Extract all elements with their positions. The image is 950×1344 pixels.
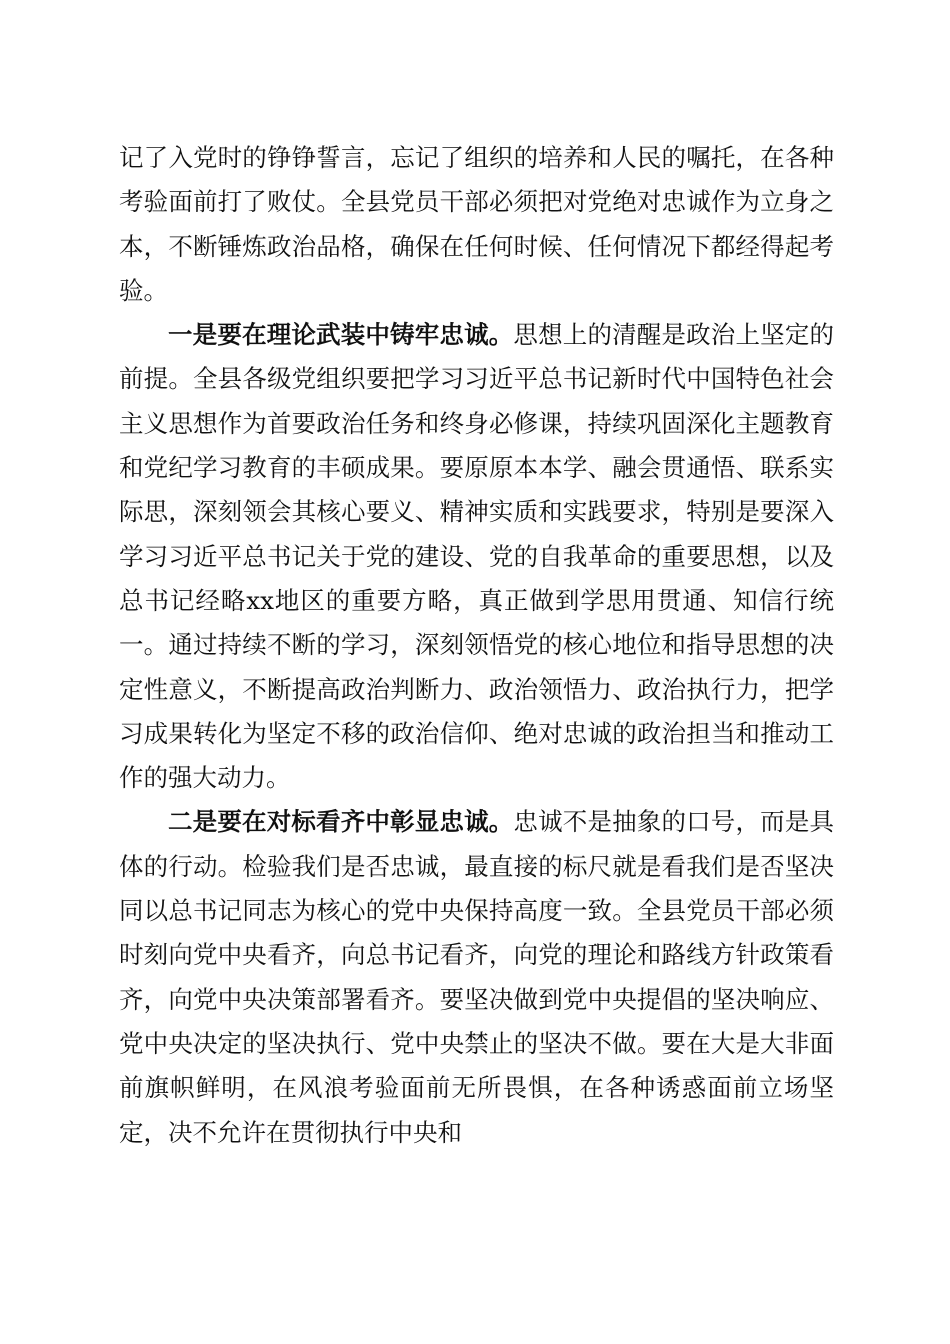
paragraph-text: 思想上的清醒是政治上坚定的前提。全县各级党组织要把学习习近平总书记新时代中国特色社会主义思想作为首要政治任务和终身必修课，持续巩固深化主题教育和党纪学习教育的丰硕成果。要原原本本学、融会贯通悟、联系实际思，深刻领会其核心要义、精神实质和实践要求，特别是要深入学习习近平总书记关于党的建设、党的自我革命的重要思想，以及总书记经略xx地区的重要方略，真正做到学思用贯通、知信行统一。通过持续不断的学习，深刻领悟党的核心地位和指导思想的决定性意义，不断提高政治判断力、政治领悟力、政治执行力，把学习成果转化为坚定不移的政治信仰、绝对忠诚的政治担当和推动工作的强大动力。 — [119, 320, 834, 793]
document-body — [119, 136, 834, 1155]
paragraph-lead-heading: 一是要在理论武装中铸牢忠诚。 — [168, 320, 514, 350]
paragraph-lead-heading: 二是要在对标看齐中彰显忠诚。 — [168, 807, 514, 837]
paragraph-theory-armament — [119, 313, 834, 800]
paragraph-benchmark-alignment — [119, 800, 834, 1154]
paragraph-continuation — [119, 136, 834, 313]
paragraph-text: 记了入党时的铮铮誓言，忘记了组织的培养和人民的嘱托，在各种考验面前打了败仗。全县党员干部必须把对党绝对忠诚作为立身之本，不断锤炼政治品格，确保在任何时候、任何情况下都经得起考验。 — [119, 143, 834, 305]
paragraph-text: 忠诚不是抽象的口号，而是具体的行动。检验我们是否忠诚，最直接的标尺就是看我们是否坚决同以总书记同志为核心的党中央保持高度一致。全县党员干部必须时刻向党中央看齐，向总书记看齐，向党的理论和路线方针政策看齐，向党中央决策部署看齐。要坚决做到党中央提倡的坚决响应、党中央决定的坚决执行、党中央禁止的坚决不做。要在大是大非面前旗帜鲜明，在风浪考验面前无所畏惧，在各种诱惑面前立场坚定，决不允许在贯彻执行中央和 — [119, 807, 834, 1147]
